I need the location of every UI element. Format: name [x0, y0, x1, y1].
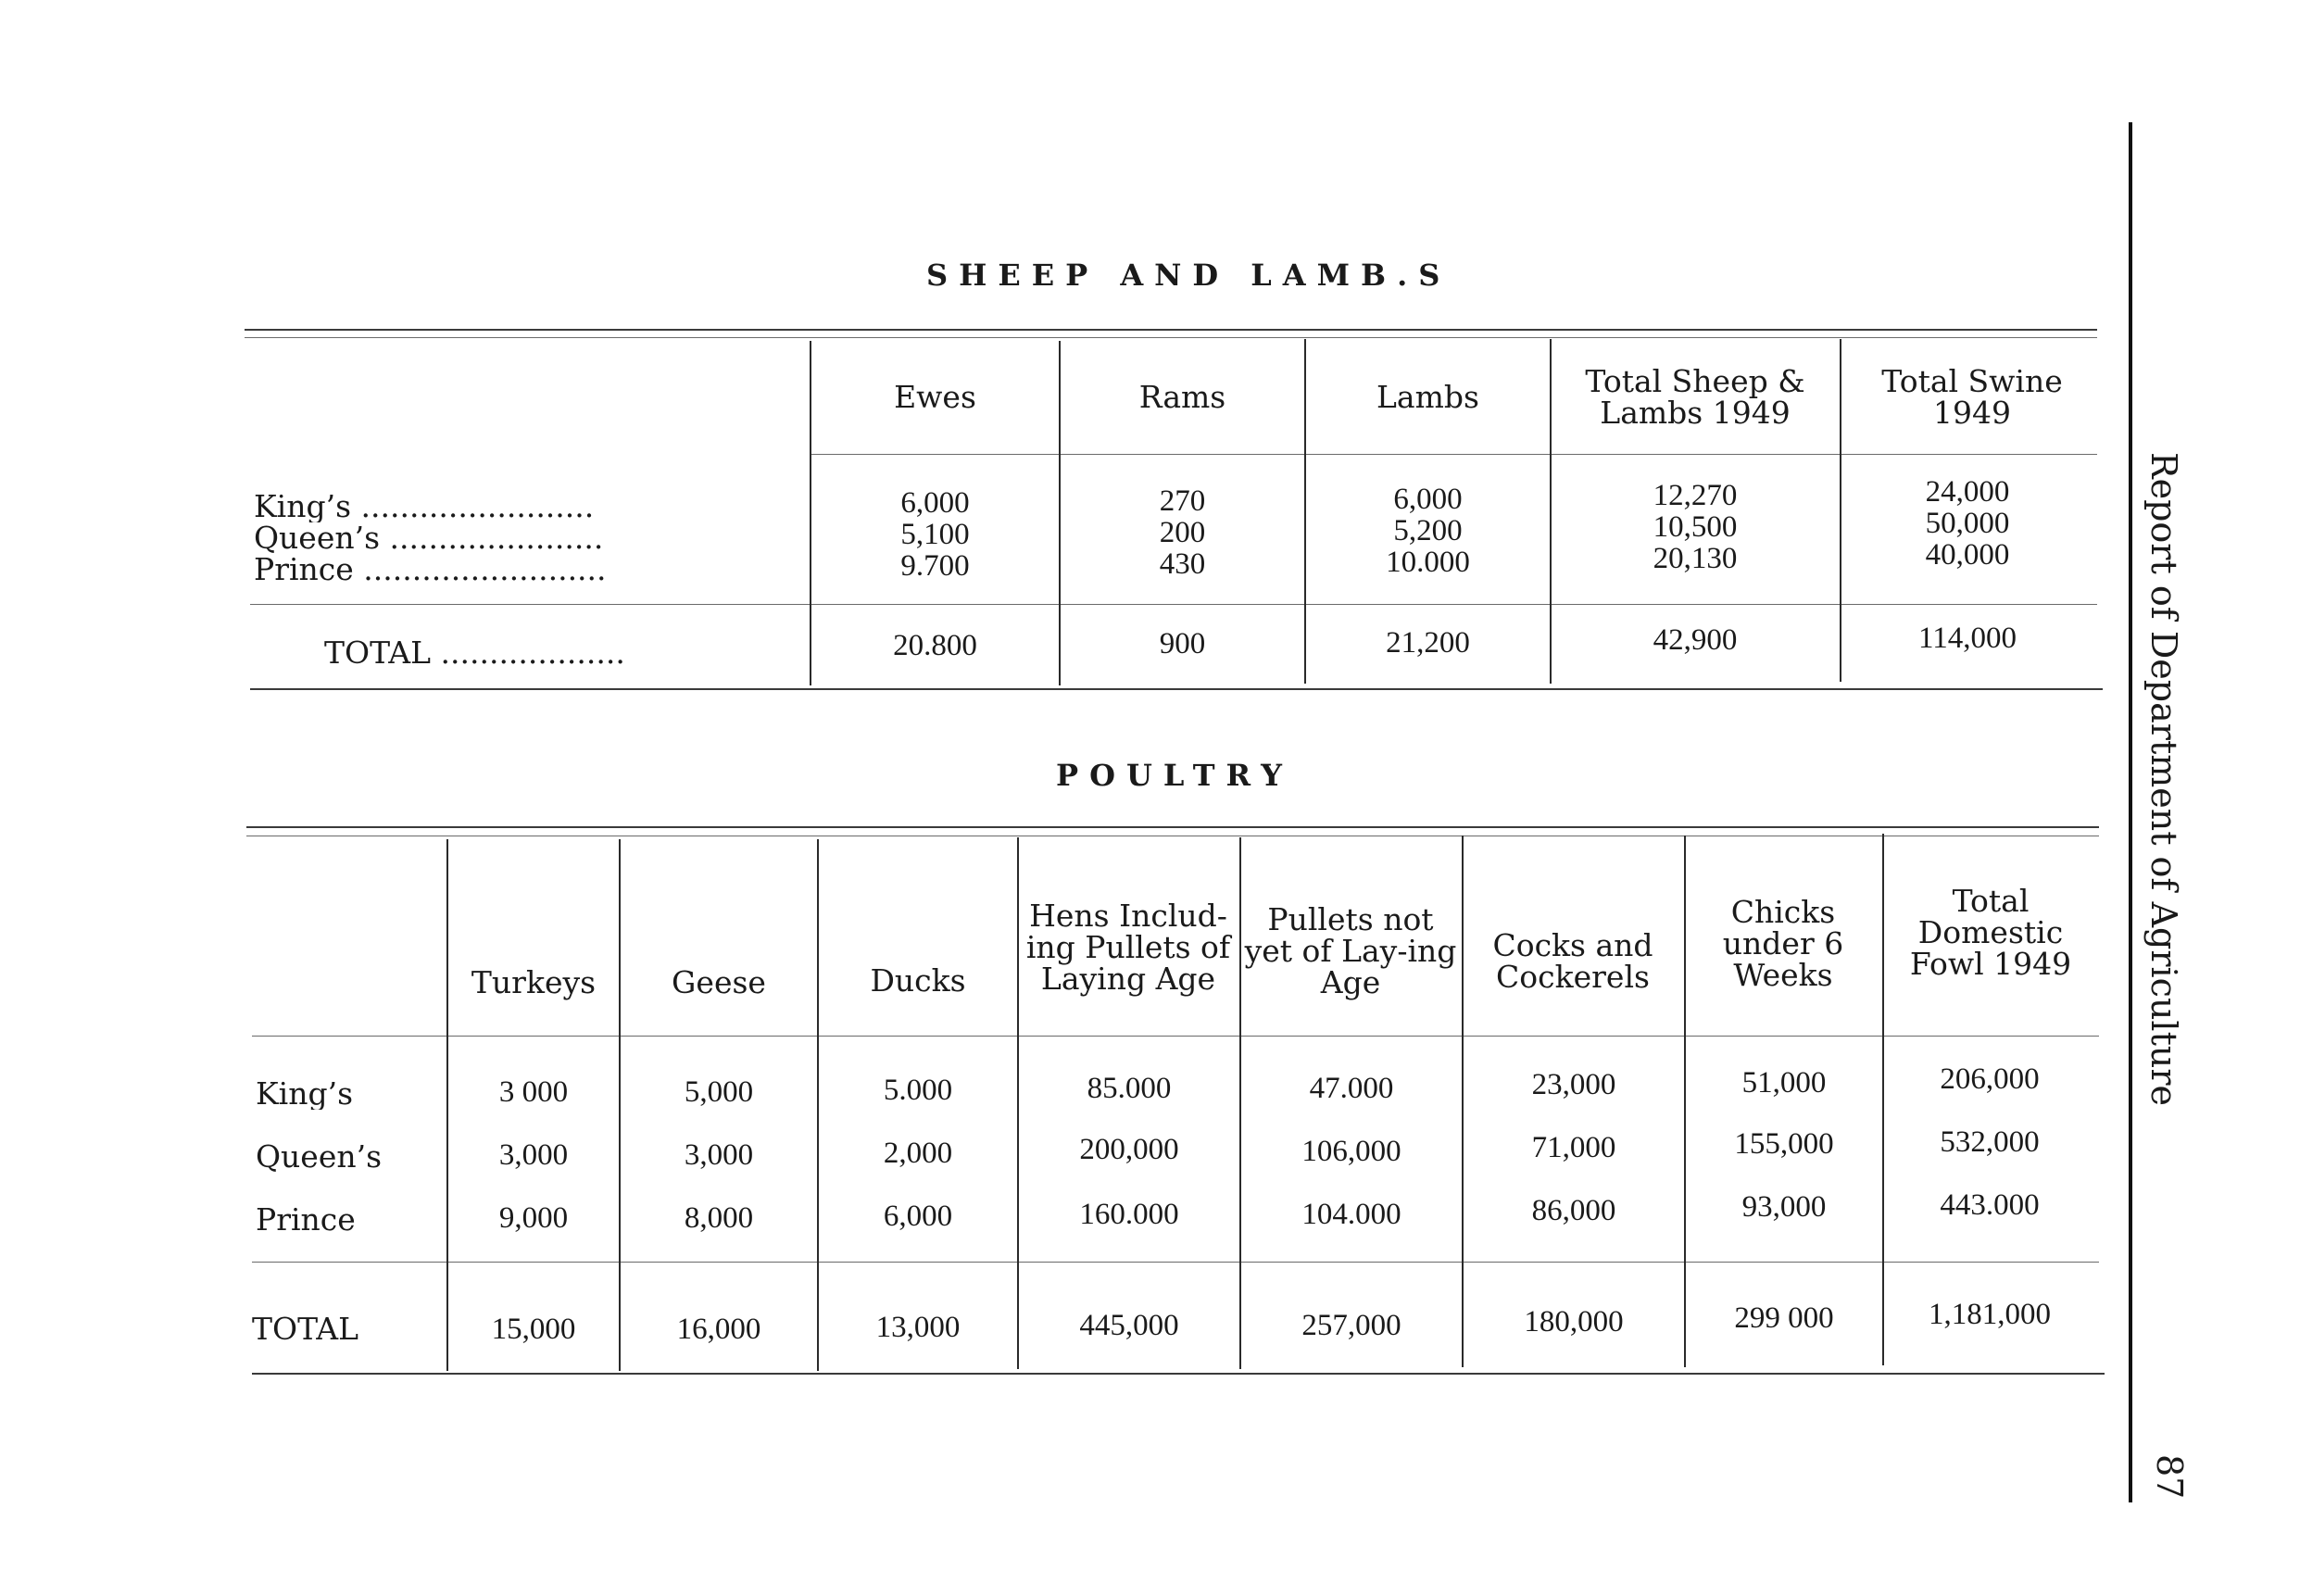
total-value: 16,000 — [676, 1313, 761, 1346]
row-label: King’s ........................ — [254, 491, 595, 522]
header-pullets: Pullets not yet of Lay-ing Age — [1244, 901, 1457, 1000]
cell-value: 50,000 — [1925, 507, 2010, 540]
header-total-sheep: Total Sheep & Lambs 1949 — [1585, 363, 1805, 431]
rule — [252, 1262, 2099, 1263]
total-value: 180,000 — [1524, 1305, 1624, 1338]
total-label: TOTAL — [252, 1313, 359, 1345]
cell-value: 270 — [1159, 484, 1206, 518]
row-label: Prince — [256, 1204, 356, 1236]
total-value: 42,900 — [1653, 623, 1738, 657]
cell-value: 6,000 — [883, 1200, 953, 1233]
cell-value: 9,000 — [498, 1201, 569, 1235]
cell-value: 5,000 — [684, 1075, 754, 1109]
total-value: 114,000 — [1917, 622, 2017, 655]
cell-value: 10,500 — [1653, 510, 1738, 544]
header-turkeys: Turkeys — [471, 964, 597, 1000]
page-spine-line — [2129, 122, 2132, 1502]
cell-value: 8,000 — [684, 1201, 754, 1235]
rule — [246, 826, 2099, 828]
total-value: 900 — [1159, 627, 1206, 660]
header-lambs: Lambs — [1376, 379, 1479, 415]
header-total-swine: Total Swine 1949 — [1881, 363, 2063, 431]
cell-value: 532,000 — [1940, 1125, 2040, 1159]
row-label: Queen’s ...................... — [254, 522, 604, 554]
cell-value: 160.000 — [1079, 1198, 1179, 1231]
row-label: Queen’s — [256, 1141, 383, 1173]
total-value: 20.800 — [893, 629, 977, 662]
rule — [250, 604, 2097, 605]
running-head: Report of Department of Agriculture — [2143, 452, 2184, 1106]
cell-value: 443.000 — [1940, 1188, 2040, 1222]
cell-value: 86,000 — [1531, 1194, 1616, 1227]
total-value: 257,000 — [1301, 1309, 1401, 1342]
column-divider — [1462, 836, 1464, 1367]
rule — [252, 1373, 2105, 1375]
cell-value: 93,000 — [1741, 1190, 1827, 1224]
poultry-title: POULTRY — [1056, 758, 1293, 793]
cell-value: 206,000 — [1940, 1062, 2040, 1096]
total-swine-column — [1841, 476, 2093, 571]
cell-value: 85.000 — [1087, 1072, 1172, 1105]
total-value: 13,000 — [875, 1311, 961, 1344]
cell-value: 51,000 — [1741, 1066, 1827, 1100]
total-sheep-column — [1552, 480, 1839, 574]
rule — [245, 329, 2097, 331]
cell-value: 3,000 — [498, 1138, 569, 1172]
header-cocks: Cocks and Cockerels — [1492, 927, 1653, 995]
total-value: 445,000 — [1079, 1309, 1179, 1342]
cell-value: 23,000 — [1531, 1068, 1616, 1101]
ewes-column — [811, 487, 1059, 582]
cell-value: 155,000 — [1734, 1127, 1834, 1161]
header-total-fowl: Total Domestic Fowl 1949 — [1909, 883, 2072, 982]
rule — [810, 454, 2097, 455]
total-value: 1,181,000 — [1929, 1298, 2051, 1331]
total-value: 15,000 — [491, 1313, 576, 1346]
rams-column — [1061, 485, 1304, 580]
total-value: 21,200 — [1386, 626, 1470, 660]
rule — [252, 1036, 2099, 1037]
cell-value: 5.000 — [883, 1074, 953, 1107]
cell-value: 40,000 — [1925, 538, 2010, 572]
header-hens: Hens Includ-ing Pullets of Laying Age — [1025, 898, 1231, 997]
page-number: 87 — [2149, 1454, 2190, 1500]
rule — [250, 688, 2103, 690]
lambs-column — [1306, 484, 1550, 578]
cell-value: 104.000 — [1301, 1198, 1401, 1231]
row-label: Prince ......................... — [254, 554, 607, 585]
cell-value: 6,000 — [900, 486, 970, 520]
cell-value: 2,000 — [883, 1137, 953, 1170]
header-chicks: Chicks under 6 Weeks — [1722, 894, 1844, 993]
cell-value: 6,000 — [1393, 483, 1463, 516]
header-ewes: Ewes — [894, 379, 976, 415]
cell-value: 24,000 — [1925, 475, 2010, 509]
cell-value: 20,130 — [1653, 542, 1738, 575]
cell-value: 71,000 — [1531, 1131, 1616, 1164]
cell-value: 10.000 — [1386, 546, 1470, 579]
header-ducks: Ducks — [870, 962, 966, 999]
header-geese: Geese — [672, 964, 766, 1000]
cell-value: 5,100 — [900, 518, 970, 551]
cell-value: 47.000 — [1309, 1072, 1394, 1105]
cell-value: 106,000 — [1301, 1135, 1401, 1168]
column-divider — [1684, 836, 1686, 1367]
total-label: TOTAL ................... — [324, 637, 625, 669]
sheep-title: SHEEP AND LAMB.S — [926, 258, 1452, 293]
cell-value: 200 — [1159, 516, 1206, 549]
row-label: King’s — [256, 1078, 354, 1110]
cell-value: 200,000 — [1079, 1133, 1179, 1166]
column-divider — [1882, 834, 1884, 1365]
cell-value: 430 — [1159, 547, 1206, 581]
rule — [245, 337, 2097, 338]
cell-value: 12,270 — [1653, 479, 1738, 512]
cell-value: 3,000 — [684, 1138, 754, 1172]
total-value: 299 000 — [1734, 1301, 1834, 1335]
cell-value: 3 000 — [498, 1075, 569, 1109]
cell-value: 9.700 — [900, 549, 970, 583]
cell-value: 5,200 — [1393, 514, 1463, 547]
header-rams: Rams — [1138, 379, 1226, 415]
